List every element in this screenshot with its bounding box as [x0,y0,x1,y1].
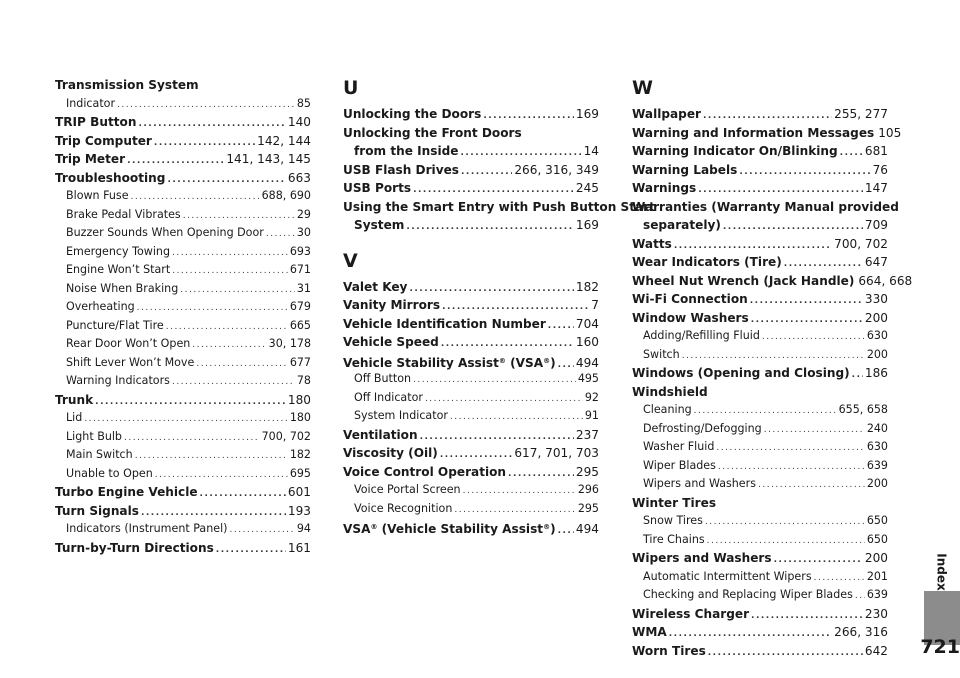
entry-text: Shift Lever Won’t Move [66,355,195,369]
index-subentry[interactable] [55,317,311,336]
entry-pages[interactable]: 169 [575,218,599,232]
index-subentry[interactable] [55,224,311,243]
entry-pages[interactable]: 630 [866,329,888,342]
index-subentry[interactable] [55,298,311,317]
dot-leader [855,587,865,606]
entry-text: Valet Key [343,279,408,294]
section-gap [343,235,599,249]
dot-leader [84,410,288,429]
entry-pages[interactable]: 688, 690 [261,189,311,202]
index-entry-heading [632,198,899,217]
dot-leader [196,355,287,374]
entry-text: Wipers and Washers [643,477,756,490]
dot-leader [137,299,288,318]
entry-text: Wipers and Washers [632,551,772,565]
entry-text: System Indicator [354,409,448,422]
entry-text: Wear Indicators (Tire) [632,255,782,269]
index-entry[interactable] [55,132,311,151]
entry-text: Transmission System [55,78,199,92]
index-entry[interactable] [632,179,888,198]
entry-text: Vehicle Speed [343,335,439,349]
entry-pages[interactable]: 182 [575,279,599,294]
dot-leader [172,373,295,392]
entry-text: Vanity Mirrors [343,298,441,312]
index-entry[interactable] [632,290,888,309]
entry-text: Ventilation [343,427,418,442]
index-subentry[interactable] [55,206,311,225]
dot-leader [461,163,512,182]
entry-pages[interactable]: 91 [584,409,599,422]
entry-text: Window Washers [632,310,749,325]
section-letter: V [343,249,358,272]
index-subentry[interactable] [55,520,311,539]
index-entry[interactable] [632,124,902,143]
index-subentry[interactable] [632,438,888,457]
index-entry-heading [632,383,888,402]
entry-text: Turbo Engine Vehicle [55,485,198,499]
entry-text: Checking and Replacing Wiper Blades [643,588,853,601]
index-entry[interactable] [55,539,311,558]
dot-leader [705,513,865,532]
entry-pages[interactable]: 245 [575,181,599,195]
entry-pages[interactable]: 295 [577,501,599,515]
dot-leader [413,371,576,390]
entry-text: Lid [66,411,83,424]
index-entry[interactable] [343,105,599,124]
index-subentry[interactable] [55,187,311,206]
index-subentry[interactable] [55,465,311,484]
entry-pages[interactable]: 681 [864,144,888,158]
index-subentry[interactable] [632,531,888,550]
dot-leader [180,281,295,300]
entry-pages[interactable]: 161 [287,540,311,555]
dot-leader [840,144,863,163]
index-entry[interactable] [343,179,599,198]
index-subentry[interactable] [632,457,888,476]
dot-leader [814,569,865,588]
index-subentry[interactable] [55,243,311,262]
index-subentry[interactable] [55,95,311,114]
entry-text: Off Button [354,372,412,385]
entry-text: Automatic Intermittent Wipers [643,569,812,583]
entry-text: Trunk [55,392,94,407]
index-entry[interactable] [632,605,888,624]
index-subentry[interactable] [343,481,599,500]
index-subentry[interactable] [343,500,599,519]
index-entry[interactable] [632,364,888,383]
entry-text: Indicators (Instrument Panel) [66,522,228,535]
entry-pages[interactable]: 709 [864,218,888,232]
entry-text: Puncture/Flat Tire [66,318,164,332]
entry-text: TRIP Button [55,115,137,129]
entry-text: Unlocking the Doors [343,107,482,121]
entry-pages[interactable]: 186 [864,366,888,380]
index-entry[interactable] [343,518,599,537]
entry-pages[interactable]: 255, 277 [834,107,888,121]
index-subentry[interactable] [632,401,888,420]
index-subentry[interactable] [632,586,888,605]
entry-pages[interactable]: 142, 144 [257,133,311,148]
entry-pages[interactable]: 30, 178 [268,337,311,350]
index-entry-heading [343,198,655,217]
entry-pages[interactable]: 141, 143, 145 [226,152,311,166]
entry-pages[interactable]: 266, 316, 349 [514,162,599,177]
entry-pages[interactable]: 147 [864,181,888,195]
entry-pages[interactable]: 169 [575,107,599,121]
index-entry[interactable] [632,161,888,180]
dot-leader [852,366,863,385]
entry-text: Trip Meter [55,152,126,166]
entry-pages[interactable]: 200 [864,310,888,325]
index-entry[interactable] [632,142,888,161]
entry-text: Troubleshooting [55,170,166,185]
entry-text: Turn-by-Turn Directions [55,540,214,555]
entry-pages[interactable]: 671 [289,263,311,276]
entry-pages[interactable]: 630 [866,440,888,453]
index-column-3 [632,76,913,660]
entry-text: Using the Smart Entry with Push Button Start [343,199,655,214]
index-entry[interactable] [55,502,311,521]
dot-leader [708,644,863,663]
dot-leader [131,188,260,207]
entry-text: Unable to Open [66,466,153,480]
entry-pages[interactable]: 140 [287,115,311,129]
entry-text: Switch [643,347,680,361]
entry-pages[interactable]: 650 [866,514,888,527]
entry-text: Indicator [66,96,116,110]
dot-leader [200,485,286,504]
entry-pages[interactable]: 193 [287,503,311,518]
entry-text: Blown Fuse [66,189,129,202]
entry-text: USB Ports [343,181,412,195]
entry-pages[interactable]: 31 [296,281,311,295]
entry-text: Wheel Nut Wrench (Jack Handle) [632,273,855,288]
section-letter: W [632,77,653,99]
entry-pages[interactable]: 14 [583,144,599,158]
entry-text: USB Flash Drives [343,162,459,177]
dot-leader [155,466,288,485]
index-entry[interactable] [55,113,311,132]
entry-pages[interactable]: 296 [577,483,599,496]
dot-leader [413,181,574,200]
index-entry[interactable] [343,216,599,235]
index-entry[interactable] [343,444,599,463]
entry-text: Emergency Towing [66,244,171,258]
page-number: 721 [920,636,960,658]
dot-leader [764,421,865,440]
entry-pages[interactable]: 330 [864,292,888,306]
entry-pages[interactable]: 76 [872,162,888,177]
index-entry[interactable] [632,309,888,328]
entry-text: Main Switch [66,448,133,461]
entry-pages[interactable]: 240 [866,421,888,435]
entry-pages[interactable]: 650 [866,532,888,546]
index-entry[interactable] [343,296,599,315]
entry-text: Winter Tires [632,495,717,510]
entry-text: Warranties (Warranty Manual provided [632,199,899,214]
entry-text: Defrosting/Defogging [643,421,762,435]
index-entry[interactable] [632,105,888,124]
entry-text: Rear Door Won’t Open [66,337,191,350]
entry-pages[interactable]: 494 [575,522,599,536]
index-entry[interactable] [632,235,888,254]
entry-text: Brake Pedal Vibrates [66,207,181,221]
index-entry-heading [55,76,311,95]
entry-pages[interactable]: 700, 702 [261,429,311,443]
index-subentry[interactable] [55,446,311,465]
index-subentry[interactable] [343,370,599,389]
dot-leader [266,225,295,244]
entry-pages[interactable]: 695 [289,466,311,480]
entry-text: Warning Indicator On/Blinking [632,144,838,158]
entry-text: WMA [632,625,667,639]
entry-pages[interactable]: 7 [591,298,599,312]
entry-pages[interactable]: 295 [575,464,599,479]
entry-text: Cleaning [643,403,692,416]
entry-text: Tire Chains [643,532,705,546]
index-subentry[interactable] [632,327,888,346]
entry-text: Worn Tires [632,643,706,658]
dot-leader [758,476,865,495]
index-entry-heading [632,494,888,513]
dot-leader [548,317,574,336]
dot-leader [694,402,837,421]
dot-leader [698,181,863,200]
index-entry[interactable] [343,142,599,161]
dot-leader [166,318,288,337]
entry-text: Warnings [632,181,697,195]
dot-leader [508,465,574,484]
entry-text: Adding/Refilling Fluid [643,329,760,342]
entry-pages[interactable]: 30 [296,226,311,239]
entry-pages[interactable]: 237 [575,427,599,442]
entry-text: Wiper Blades [643,458,716,472]
index-subentry[interactable] [55,280,311,299]
dot-leader [463,482,576,501]
dot-leader [124,429,260,448]
index-subentry[interactable] [632,420,888,439]
entry-text: Vehicle Identification Number [343,316,546,331]
entry-text: Warning and Information Messages [632,125,875,140]
entry-pages[interactable]: 29 [296,207,311,221]
index-entry[interactable] [55,150,311,169]
dot-leader [450,408,583,427]
entry-text: Wi-Fi Connection [632,292,748,306]
entry-text: Warning Labels [632,162,738,177]
entry-pages[interactable]: 182 [289,448,311,461]
dot-leader [454,501,575,520]
index-entry[interactable] [632,549,888,568]
index-subentry[interactable] [632,346,888,365]
entry-pages[interactable]: 601 [287,485,311,499]
index-entry[interactable] [343,463,599,482]
index-subentry[interactable] [55,354,311,373]
dot-leader [216,541,286,560]
entry-pages[interactable]: 704 [575,316,599,331]
entry-text: Engine Won’t Start [66,263,171,276]
entry-pages[interactable]: 200 [866,347,888,361]
entry-pages[interactable]: 677 [289,355,311,369]
dot-leader [117,96,295,115]
entry-pages[interactable]: 180 [289,411,311,424]
entry-text: Light Bulb [66,429,122,443]
dot-leader [95,393,286,412]
entry-pages[interactable]: 105 [878,125,902,140]
section-letter: U [343,77,359,99]
index-entry[interactable] [343,333,599,352]
entry-text: Windshield [632,384,708,399]
index-subentry[interactable] [55,428,311,447]
entry-text: Voice Control Operation [343,464,507,479]
dot-leader [558,522,574,541]
entry-pages[interactable]: 494 [575,355,599,370]
entry-text: Viscosity (Oil) [343,446,438,460]
entry-text: Vehicle Stability Assist® (VSA®) [343,355,556,370]
index-subentry[interactable] [343,389,599,408]
entry-pages[interactable]: 230 [864,606,888,621]
entry-pages[interactable]: 647 [864,255,888,269]
index-subentry[interactable] [632,568,888,587]
entry-text: Washer Fluid [643,440,715,453]
entry-text: Off Indicator [354,390,423,404]
index-entry[interactable] [343,315,599,334]
index-column-1 [55,76,311,557]
entry-text: separately) [643,218,721,232]
entry-pages[interactable]: 200 [864,551,888,565]
entry-pages[interactable]: 639 [866,458,888,472]
dot-leader [425,390,583,409]
index-entry[interactable] [343,161,599,180]
dot-leader [751,311,863,330]
dot-leader [229,521,294,540]
entry-pages[interactable]: 639 [866,588,888,601]
dot-leader [483,107,574,126]
entry-pages[interactable]: 94 [296,522,311,535]
index-entry[interactable] [632,216,888,235]
dot-leader [682,347,865,366]
index-subentry[interactable] [55,372,311,391]
entry-pages[interactable]: 201 [866,569,888,583]
entry-pages[interactable]: 200 [866,477,888,490]
entry-text: System [354,218,405,232]
entry-pages[interactable]: 180 [287,392,311,407]
dot-leader [183,207,295,226]
index-entry[interactable] [632,642,888,661]
entry-pages[interactable]: 679 [289,300,311,313]
entry-text: VSA® (Vehicle Stability Assist®) [343,522,556,536]
entry-pages[interactable]: 665 [289,318,311,332]
dot-leader [707,532,865,551]
index-subentry[interactable] [632,512,888,531]
index-entry[interactable] [632,253,888,272]
dot-leader [762,328,865,347]
index-subentry[interactable] [632,475,888,494]
dot-leader [739,163,870,182]
index-entry[interactable] [632,272,913,291]
entry-text: Buzzer Sounds When Opening Door [66,226,264,239]
dot-leader [135,447,288,466]
entry-text: Overheating [66,300,135,313]
entry-pages[interactable]: 617, 701, 703 [514,446,599,460]
entry-text: Trip Computer [55,133,152,148]
entry-pages[interactable]: 85 [296,96,311,110]
dot-leader [172,262,288,281]
dot-leader [172,244,288,263]
entry-text: from the Inside [354,144,459,158]
dot-leader [192,336,266,355]
entry-pages[interactable]: 700, 702 [834,236,888,251]
entry-pages[interactable]: 664, 668 [858,273,913,288]
entry-text: Noise When Braking [66,281,179,295]
entry-text: Turn Signals [55,503,139,518]
index-subentry[interactable] [55,409,311,428]
entry-pages[interactable]: 160 [575,335,599,349]
index-entry[interactable] [343,278,599,297]
index-subentry[interactable] [343,407,599,426]
index-subentry[interactable] [55,261,311,280]
index-entry[interactable] [55,391,311,410]
entry-text: Voice Portal Screen [354,483,461,496]
entry-text: Snow Tires [643,514,703,527]
entry-text: Warning Indicators [66,374,170,387]
entry-pages[interactable]: 78 [296,374,311,387]
entry-pages[interactable]: 495 [577,372,599,385]
entry-pages[interactable]: 642 [864,643,888,658]
entry-text: Wallpaper [632,107,702,121]
entry-text: Windows (Opening and Closing) [632,366,850,380]
entry-pages[interactable]: 693 [289,244,311,258]
index-subentry[interactable] [55,335,311,354]
entry-pages[interactable]: 92 [584,390,599,404]
entry-pages[interactable]: 663 [287,170,311,185]
index-entry[interactable] [55,169,311,188]
entry-text: Voice Recognition [354,501,453,515]
index-entry[interactable] [55,483,311,502]
entry-text: Wireless Charger [632,606,750,621]
index-entry-heading [343,124,599,143]
entry-text: Unlocking the Front Doors [343,125,522,140]
index-entry[interactable] [632,623,888,642]
dot-leader [718,458,865,477]
dot-leader [750,292,863,311]
side-tab-label: Index [935,553,950,591]
dot-leader [406,218,574,237]
entry-pages[interactable]: 655, 658 [838,403,888,416]
dot-leader [716,439,864,458]
entry-text: Watts [632,236,672,251]
index-entry[interactable] [343,352,599,371]
entry-pages[interactable]: 266, 316 [834,625,888,639]
index-entry[interactable] [343,426,599,445]
